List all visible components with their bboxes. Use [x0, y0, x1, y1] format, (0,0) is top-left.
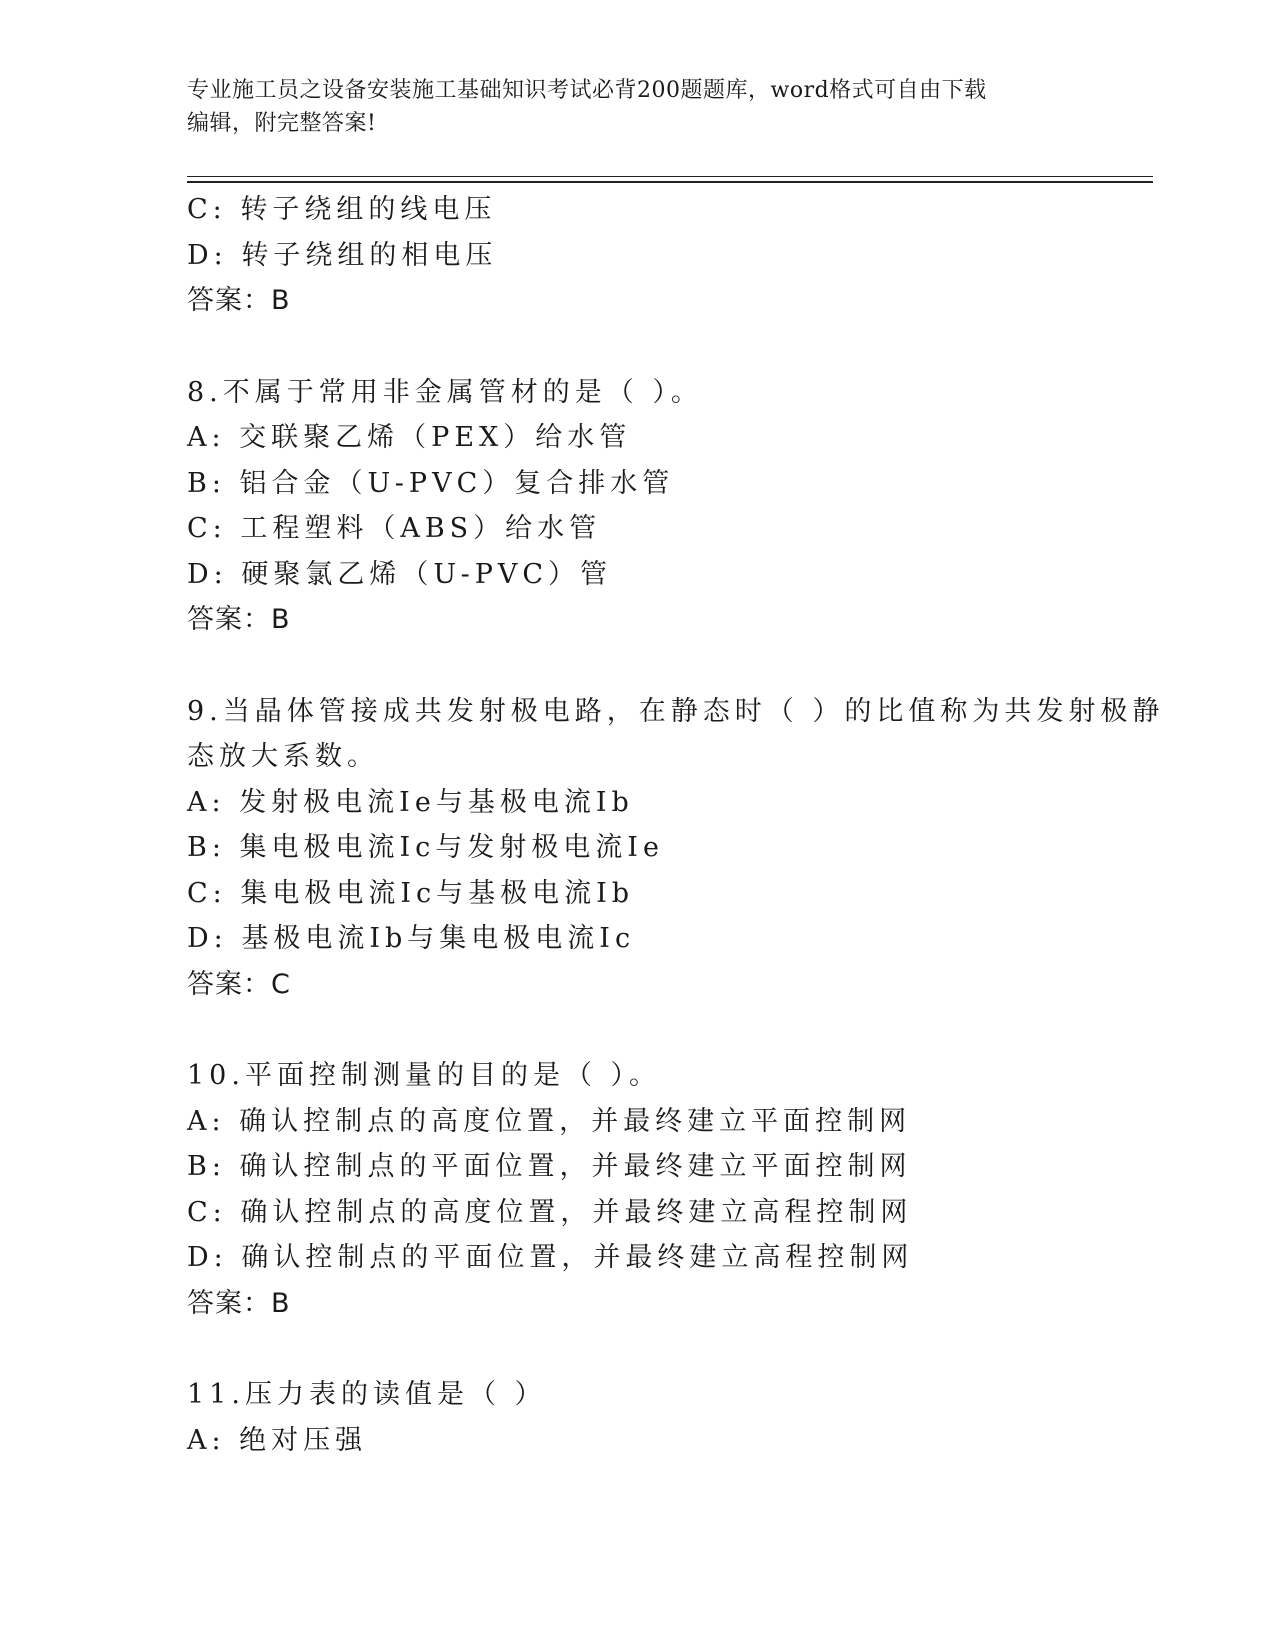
question-stem: 8.不属于常用非金属管材的是（ ）。: [187, 376, 703, 408]
question-stem-line-2: 态放大系数。: [187, 741, 379, 772]
question-8: [187, 370, 1087, 643]
option-b: B: 集电极电流Ic与发射极电流Ie: [187, 832, 664, 863]
option-c: C: 转子绕组的线电压: [187, 194, 497, 225]
option-a: A: 确认控制点的高度位置，并最终建立平面控制网: [187, 1105, 912, 1137]
question-stem: 10.平面控制测量的目的是（ ）。: [187, 1060, 662, 1091]
answer: 答案：B: [187, 1287, 291, 1319]
header-divider-thin: [187, 176, 1153, 177]
header-title-line-1: 专业施工员之设备安装施工基础知识考试必背200题题库，word格式可自由下载: [187, 78, 987, 103]
option-c: C: 集电极电流Ic与基极电流Ib: [187, 877, 635, 909]
option-b: B: 铝合金（U-PVC）复合排水管: [187, 467, 675, 499]
answer: 答案：C: [187, 968, 291, 1000]
question-9: [187, 689, 1165, 1008]
option-a: A: 绝对压强: [187, 1424, 368, 1456]
continued-question: [187, 187, 1087, 324]
document-header: [187, 74, 1067, 140]
answer: 答案：B: [187, 604, 291, 635]
option-d: D: 硬聚氯乙烯（U-PVC）管: [187, 558, 613, 590]
question-stem: 11.压力表的读值是（ ）: [187, 1379, 547, 1410]
option-b: B: 确认控制点的平面位置，并最终建立平面控制网: [187, 1151, 912, 1182]
header-divider-thick: [187, 181, 1153, 183]
option-d: D: 确认控制点的平面位置，并最终建立高程控制网: [187, 1242, 914, 1273]
option-d: D: 转子绕组的相电压: [187, 239, 498, 271]
option-a: A: 交联聚乙烯（PEX）给水管: [187, 422, 632, 453]
question-11: [187, 1372, 1087, 1463]
answer: 答案：B: [187, 285, 291, 316]
option-d: D: 基极电流Ib与集电极电流Ic: [187, 923, 636, 954]
question-stem-line-1: 9.当晶体管接成共发射极电路，在静态时（ ）的比值称为共发射极静: [187, 695, 1165, 727]
question-10: [187, 1053, 1087, 1326]
option-c: C: 工程塑料（ABS）给水管: [187, 513, 602, 544]
option-c: C: 确认控制点的高度位置，并最终建立高程控制网: [187, 1196, 913, 1228]
option-a: A: 发射极电流Ie与基极电流Ib: [187, 786, 634, 818]
document-body: [187, 187, 1165, 1463]
header-title-line-2: 编辑，附完整答案!: [187, 111, 377, 136]
